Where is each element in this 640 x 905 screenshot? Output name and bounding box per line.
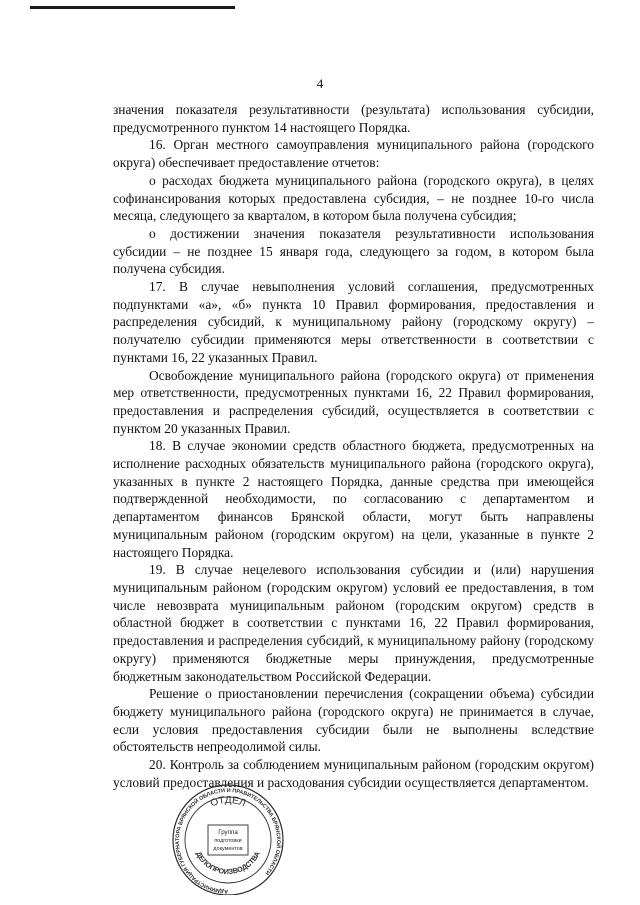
paragraph: 19. В случае нецелевого использования субсидии и (или) нарушения муниципальным районом (городским округом) условий ее предоставления, в том числе невозврата муниципальным районом (городским округом) средств в областной бюджет в соответствии с пунктами 16, 22 Правил формирования, предоставления и распределения субсидий, к муниципальному району (городскому округу) применяются бюджетные меры принуждения, предусмотренные бюджетным законодательством Российской Федерации. (113, 562, 594, 684)
office-seal (158, 779, 298, 895)
svg-text:ОТДЕЛ (209, 795, 247, 809)
document-body (113, 101, 594, 791)
paragraph: о расходах бюджета муниципального района (городского округа), в целях софинансирования которых предоставлена субсидия, – не позднее 10-го числа месяца, следующего за кварталом, в котором была получена субсидия; (113, 172, 594, 224)
seal-box-line: Группа (218, 829, 238, 836)
page-number: 4 (316, 76, 324, 91)
paragraph: 17. В случае невыполнения условий соглашения, предусмотренных подпунктами «а», «б» пункта 10 Правил формирования, предоставления и распределения субсидий, к муниципальному району (городскому округу) – получателю субсидии применяются меры ответственности в соответствии с пунктами 16, 22 указанных Правил. (113, 279, 594, 365)
seal-outer-text: АДМИНИСТРАЦИЯ ГУБЕРНАТОРА БРЯНСКОЙ ОБЛАСТИ И ПРАВИТЕЛЬСТВА БРЯНСКОЙ ОБЛАСТИ (174, 787, 282, 895)
seal-bottom-word: ДЕЛОПРОИЗВОДСТВА (194, 849, 262, 877)
scan-edge-line (30, 6, 235, 9)
paragraph: 20. Контроль за соблюдением муниципальным районом (городским округом) условий предоставления и расходования субсидии осуществляется департаментом. (113, 757, 594, 790)
paragraph: 18. В случае экономии средств областного бюджета, предусмотренных на исполнение расходных обязательств муниципального района (городского округа), указанных в пункте 2 настоящего Порядка, данные средства при имеющейся подтвержденной необходимости, по согласованию с департаментом и департаментом финансов Брянской области, могут быть направлены муниципальным районом (городским округом) на цели, указанные в пункте 2 настоящего Порядка. (113, 438, 594, 560)
seal-box-line: документов (213, 846, 243, 852)
paragraph: Освобождение муниципального района (городского округа) от применения мер ответственности, предусмотренных пунктами 16, 22 Правил формирования, предоставления и распределения субсидий, осуществляется в соответствии с пунктом 20 указанных Правил. (113, 367, 594, 436)
paragraph: 16. Орган местного самоуправления муниципального района (городского округа) обеспечивает предоставление отчетов: (113, 137, 594, 171)
paragraph: Решение о приостановлении перечисления (сокращении объема) субсидии бюджету муниципального района (городского округа) не принимается в случае, если условия предоставления субсидии были не выполнены вследствие обстоятельств непреодолимой силы. (113, 686, 594, 755)
paragraph: значения показателя результативности (результата) использования субсидии, предусмотренного пунктом 14 настоящего Порядка. (113, 102, 594, 135)
seal-box-line: подготовки (214, 838, 242, 844)
svg-text:ДЕЛОПРОИЗВОДСТВА (194, 850, 262, 876)
seal-top-word: ОТДЕЛ (208, 794, 248, 810)
paragraph: о достижении значения показателя результативности использования субсидии – не позднее 15 января года, следующего за годом, в котором была получена субсидия. (113, 225, 594, 277)
